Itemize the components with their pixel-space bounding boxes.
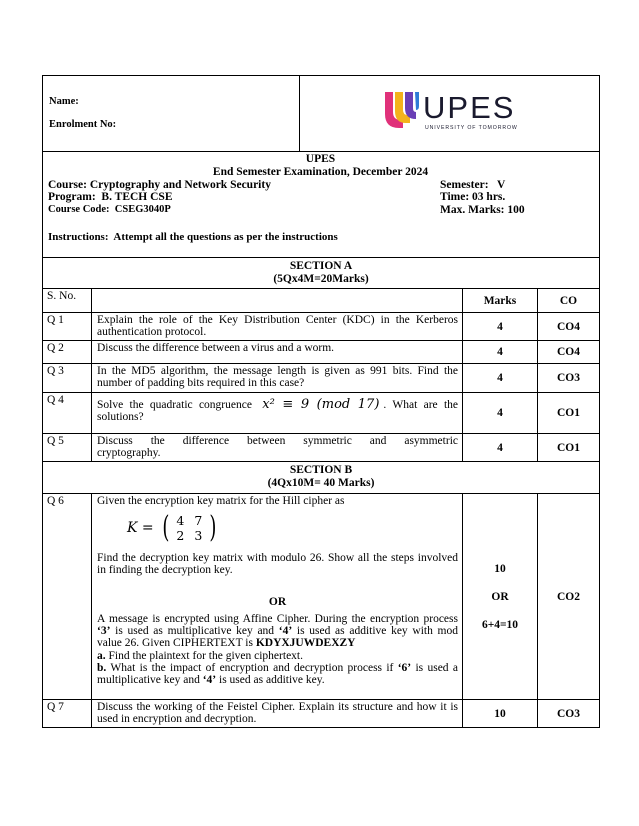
section-b-subtitle: (4Qx10M= 40 Marks): [267, 477, 375, 489]
question-number: Q 3: [43, 364, 92, 393]
question-row: [43, 494, 600, 700]
section-a-header: [43, 258, 600, 289]
question-co: CO1: [538, 434, 600, 462]
university-name: UPES: [305, 153, 336, 165]
question-text: Discuss the working of the Feistel Cipher. Explain its structure and how it is used in encryption and decryption.: [92, 700, 463, 728]
matrix-cell: 3: [194, 527, 203, 543]
matrix-cell: 4: [176, 513, 185, 529]
section-b-title: SECTION B: [289, 464, 353, 476]
ciphertext: KDYXJUWDEXZY: [255, 637, 356, 650]
question-co: CO3: [538, 700, 600, 728]
section-a-subtitle: (5Qx4M=20Marks): [273, 273, 369, 285]
col-co: CO: [538, 289, 600, 313]
svg-text:UPES: UPES: [422, 90, 515, 125]
program-row: [48, 191, 593, 204]
part-b-key-2: ‘4’: [202, 674, 217, 687]
svg-text:UNIVERSITY OF TOMORROW: UNIVERSITY OF TOMORROW: [424, 125, 518, 131]
question-row: [43, 364, 600, 393]
question-text: [92, 434, 463, 462]
question-text: [92, 494, 463, 700]
part-b-text-3: is used as additive key.: [216, 674, 325, 687]
section-a-title: SECTION A: [289, 260, 353, 272]
q6-marks-2: 6+4=10: [481, 618, 519, 631]
matrix-cells: [171, 515, 207, 542]
question-number: Q 7: [43, 700, 92, 728]
enrolment-label: Enrolment No:: [49, 119, 117, 130]
question-row: [43, 434, 600, 462]
q6-part-b: [97, 662, 458, 687]
alt-key-1: ‘3’: [97, 625, 111, 638]
part-b-key-1: ‘6’: [397, 661, 412, 674]
q6-part-a: [97, 650, 458, 662]
part-b-label: b.: [97, 661, 107, 674]
question-co: CO4: [538, 313, 600, 341]
q6-alternative: [97, 613, 458, 650]
question-text: [92, 393, 463, 434]
exam-paper: [42, 75, 599, 728]
question-text: In the MD5 algorithm, the message length is given as 991 bits. Find the number of padding bits required in this case?: [92, 364, 463, 393]
q5-line-1: Discuss the difference between symmetric and asymmetric: [97, 435, 458, 447]
q6-or: OR: [268, 596, 287, 609]
question-marks: 4: [463, 393, 538, 434]
exam-details: [43, 152, 600, 258]
matrix-left-paren: (: [161, 510, 170, 546]
question-marks: 4: [463, 313, 538, 341]
instructions: Instructions: Attempt all the questions as per the instructions: [48, 230, 338, 243]
question-row: [43, 341, 600, 364]
question-marks: 4: [463, 364, 538, 393]
question-row: [43, 393, 600, 434]
course-row: [48, 179, 593, 192]
q4-formula: x² ≡ 9 (mod 17): [262, 397, 380, 412]
question-co: CO1: [538, 393, 600, 434]
matrix-cell: 2: [176, 527, 185, 543]
course-name: Course: Cryptography and Network Security: [48, 178, 271, 191]
alt-text-3: is used as additive key with mod value 26. Given CIPHERTEXT is: [97, 625, 458, 650]
code-row: [48, 204, 593, 217]
question-co: CO4: [538, 341, 600, 364]
q6-marks-or: OR: [491, 590, 509, 603]
matrix-label: K =: [127, 520, 154, 537]
q4-text-before: Solve the quadratic congruence: [97, 399, 252, 411]
question-text: Discuss the difference between a virus and a worm.: [92, 341, 463, 364]
q6-part1: Find the decryption key matrix with modulo 26. Show all the steps involved in finding the decryption key.: [97, 551, 458, 577]
max-marks: Max. Marks: 100: [440, 204, 525, 217]
upes-logo-icon: [381, 84, 519, 134]
exam-table: [42, 75, 600, 728]
matrix-cell: 7: [194, 513, 203, 529]
course-code: Course Code: CSEG3040P: [48, 204, 171, 216]
logo-cell: [300, 76, 600, 152]
question-number: Q 2: [43, 341, 92, 364]
q6-intro: Given the encryption key matrix for the Hill cipher as: [97, 495, 345, 507]
q5-line-2: cryptography.: [97, 447, 161, 459]
question-number: Q 4: [43, 393, 92, 434]
student-info: [43, 76, 300, 152]
time: Time: 03 hrs.: [440, 191, 506, 204]
q4-text-after: . What are the solutions?: [97, 399, 458, 423]
question-number: Q 1: [43, 313, 92, 341]
part-a-text: Find the plaintext for the given ciphertext.: [105, 649, 303, 662]
alt-text-2: is used as multiplicative key and: [110, 625, 279, 638]
question-number: Q 6: [43, 494, 92, 700]
question-marks: 4: [463, 434, 538, 462]
question-co: CO2: [538, 494, 600, 700]
question-marks: [463, 494, 538, 700]
exam-title: End Semester Examination, December 2024: [212, 165, 429, 178]
program: Program: B. TECH CSE: [48, 191, 173, 204]
semester: Semester: V: [440, 178, 506, 191]
question-marks: 4: [463, 341, 538, 364]
hill-key-matrix: [127, 510, 458, 546]
question-number: Q 5: [43, 434, 92, 462]
alt-text-1: A message is encrypted using Affine Cipher. During the encryption process: [97, 612, 458, 625]
question-marks: 10: [463, 700, 538, 728]
section-b-header: [43, 462, 600, 494]
q6-marks-1: 10: [494, 562, 506, 575]
col-sno: S. No.: [43, 289, 92, 313]
question-co: CO3: [538, 364, 600, 393]
part-b-text-2: is used a multiplicative key and: [97, 661, 458, 687]
part-b-text-1: What is the impact of encryption and decryption process if: [106, 661, 398, 674]
alt-key-2: ‘4’: [278, 625, 293, 638]
name-label: Name:: [49, 96, 79, 107]
upes-logo: [300, 76, 599, 142]
matrix-right-paren: ): [209, 510, 217, 546]
question-text: Explain the role of the Key Distribution Center (KDC) in the Kerberos authentication protocol.: [92, 313, 463, 341]
question-row: [43, 700, 600, 728]
question-row: [43, 313, 600, 341]
col-marks: Marks: [463, 289, 538, 313]
col-question: [92, 289, 463, 313]
part-a-label: a.: [97, 649, 106, 662]
